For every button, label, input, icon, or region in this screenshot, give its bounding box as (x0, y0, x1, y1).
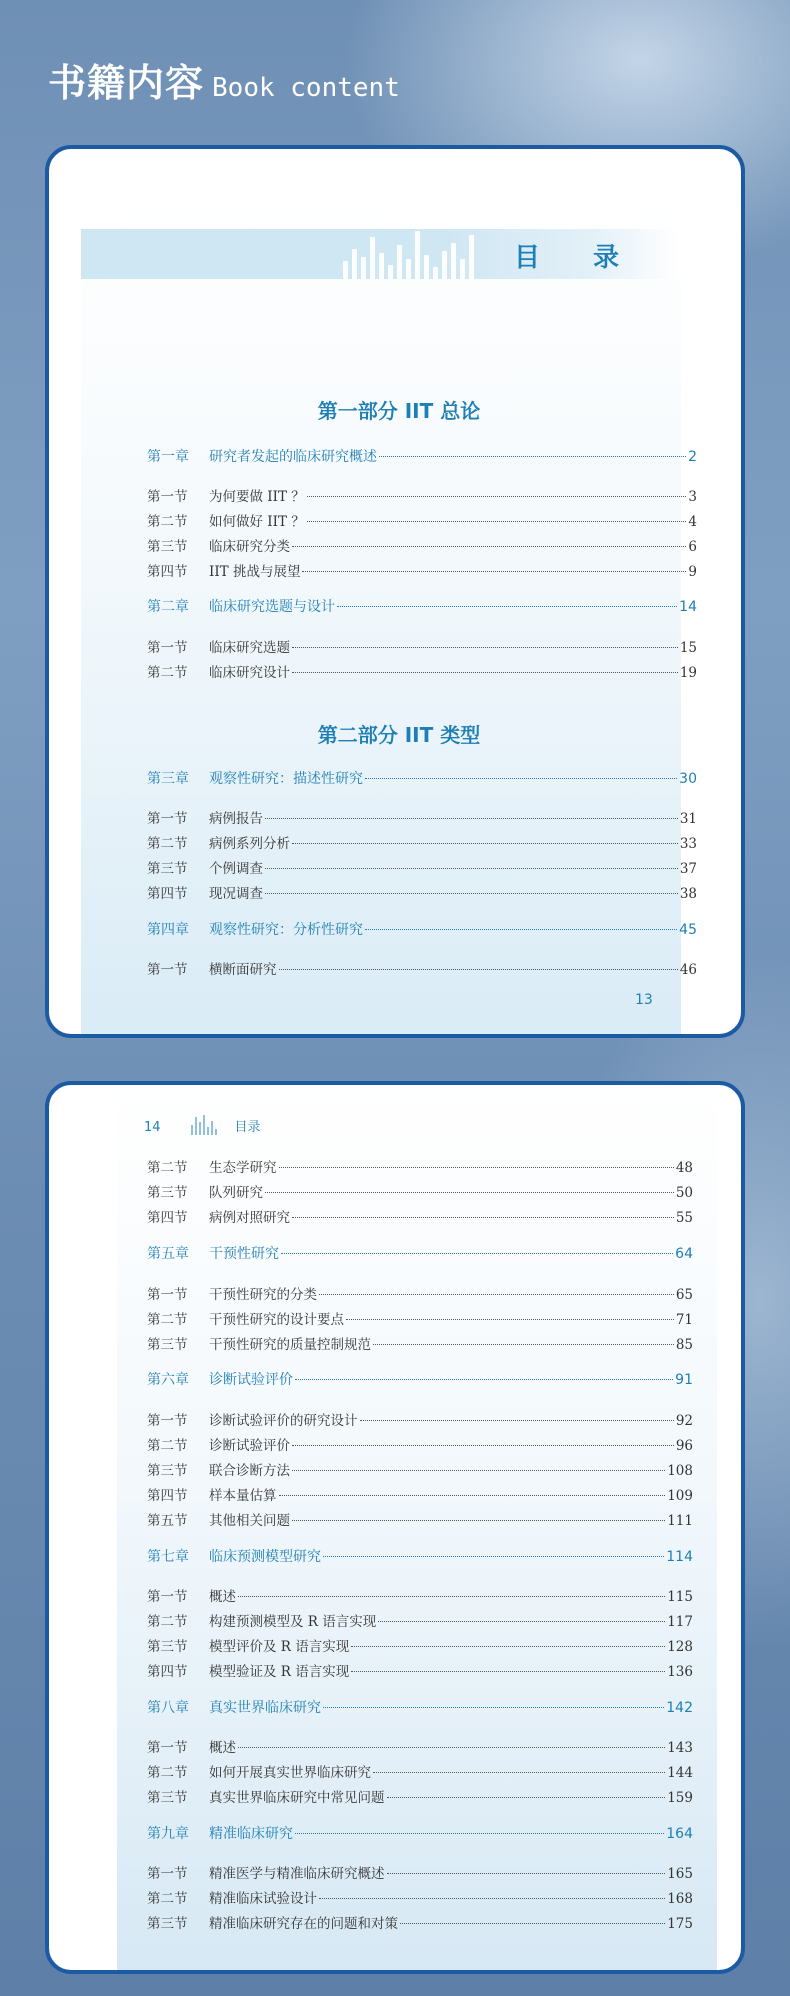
toc-chapter-row (147, 1546, 693, 1566)
toc-section-row (147, 535, 697, 555)
running-header (144, 1115, 261, 1135)
toc-section-row (147, 1156, 693, 1176)
toc-chapter-row (147, 596, 697, 616)
toc-section-row (147, 1206, 693, 1226)
toc-entry-title: 观察性研究：分析性研究 (209, 922, 363, 938)
toc-heading: 目 录 (513, 243, 641, 273)
toc-entry-page: 91 (675, 1372, 693, 1388)
leader-dots (238, 1747, 665, 1748)
toc-entry-title: 横断面研究 (209, 962, 277, 978)
bar-decoration-icon (191, 1115, 219, 1135)
leader-dots (365, 929, 677, 930)
leader-dots (292, 672, 678, 673)
leader-dots (365, 778, 677, 779)
toc-entry-title: IIT 挑战与展望 (209, 564, 301, 580)
page-header-title (48, 52, 400, 107)
toc-chapter-row (147, 919, 697, 939)
toc-entry-page: 38 (679, 886, 697, 902)
leader-dots (346, 1319, 674, 1320)
toc-entry-title: 概述 (209, 1589, 236, 1605)
leader-dots (265, 1192, 674, 1193)
toc-entry-page: 85 (675, 1337, 693, 1353)
toc-section-row (147, 882, 697, 902)
toc-entry-page: 4 (688, 514, 697, 530)
toc-section-row (147, 1660, 693, 1680)
toc-entry-number: 第二节 (147, 514, 188, 530)
toc-entry-title: 队列研究 (209, 1185, 263, 1201)
toc-entry-title: 精准临床试验设计 (209, 1891, 317, 1907)
toc-entry-page: 92 (675, 1413, 693, 1429)
toc-entry-page: 15 (679, 640, 697, 656)
toc-entry-number: 第三节 (147, 1639, 188, 1655)
header-title-zh: 书籍内容 (48, 60, 205, 105)
toc-entry-page: 19 (679, 665, 697, 681)
leader-dots (265, 893, 678, 894)
toc-entry-page: 6 (688, 539, 697, 555)
toc-entry-page: 143 (667, 1740, 693, 1756)
toc-entry-number: 第一节 (147, 1866, 188, 1882)
leader-dots (292, 647, 678, 648)
toc-entry-title: 如何开展真实世界临床研究 (209, 1765, 371, 1781)
toc-entry-page: 9 (688, 564, 697, 580)
leader-dots (279, 1495, 666, 1496)
toc-section-row (147, 636, 697, 656)
toc-entry-number: 第三节 (147, 1916, 188, 1932)
toc-section-row (147, 1912, 693, 1932)
toc-entry-number: 第二节 (147, 1891, 188, 1907)
toc-entry-title: 临床研究选题 (209, 640, 290, 656)
toc-entry-page: 109 (667, 1488, 693, 1504)
toc-entry-title: 精准医学与精准临床研究概述 (209, 1866, 385, 1882)
leader-dots (351, 1646, 665, 1647)
toc-section-row (147, 1610, 693, 1630)
leader-dots (373, 1772, 665, 1773)
toc-entry-title: 研究者发起的临床研究概述 (209, 449, 377, 465)
toc-entry-number: 第二章 (147, 599, 189, 615)
toc-entry-title: 病例报告 (209, 811, 263, 827)
toc-entry-number: 第四节 (147, 1664, 188, 1680)
toc-entry-number: 第二节 (147, 665, 188, 681)
toc-card-page-13 (45, 145, 745, 1038)
toc-entry-page: 31 (679, 811, 697, 827)
leader-dots (302, 571, 686, 572)
toc-entry-title: 观察性研究：描述性研究 (209, 771, 363, 787)
toc-card-page-14 (45, 1081, 745, 1974)
leader-dots (292, 1520, 665, 1521)
page-number: 13 (635, 992, 653, 1008)
toc-section-row (147, 510, 697, 530)
toc-entry-page: 65 (675, 1287, 693, 1303)
toc-entry-title: 个例调查 (209, 861, 263, 877)
toc-entry-number: 第四章 (147, 922, 189, 938)
toc-entry-title: 干预性研究的分类 (209, 1287, 317, 1303)
toc-entry-page: 136 (667, 1664, 693, 1680)
toc-entry-number: 第一节 (147, 489, 188, 505)
toc-section-row (147, 661, 697, 681)
bar-decoration-icon (343, 229, 493, 279)
leader-dots (378, 1621, 665, 1622)
toc-chapter-row (147, 1369, 693, 1389)
leader-dots (292, 546, 686, 547)
leader-dots (379, 456, 686, 457)
leader-dots (292, 843, 678, 844)
toc-section-row (147, 1409, 693, 1429)
toc-entry-number: 第二节 (147, 1765, 188, 1781)
leader-dots (279, 1167, 674, 1168)
toc-entry-title: 真实世界临床研究中常见问题 (209, 1790, 385, 1806)
toc-entry-page: 164 (666, 1826, 693, 1842)
toc-entry-title: 联合诊断方法 (209, 1463, 290, 1479)
toc-entry-page: 117 (667, 1614, 693, 1630)
part-heading: 第二部分 IIT 类型 (317, 723, 481, 747)
toc-entry-title: 临床研究设计 (209, 665, 290, 681)
toc-entry-title: 临床研究分类 (209, 539, 290, 555)
toc-entry-page: 114 (666, 1549, 693, 1565)
leader-dots (373, 1344, 674, 1345)
toc-entry-page: 48 (675, 1160, 693, 1176)
toc-entry-page: 111 (667, 1513, 693, 1529)
toc-entry-page: 14 (679, 599, 697, 615)
toc-entry-number: 第一节 (147, 640, 188, 656)
toc-entry-page: 55 (675, 1210, 693, 1226)
toc-entry-title: 如何做好 IIT ？ (209, 514, 305, 530)
toc-entry-page: 108 (667, 1463, 693, 1479)
toc-entry-title: 其他相关问题 (209, 1513, 290, 1529)
leader-dots (281, 1253, 673, 1254)
toc-entry-number: 第四节 (147, 564, 188, 580)
toc-entry-page: 159 (667, 1790, 693, 1806)
toc-entry-page: 46 (679, 962, 697, 978)
toc-entry-page: 50 (675, 1185, 693, 1201)
toc-section-row (147, 1509, 693, 1529)
toc-entry-number: 第三节 (147, 1337, 188, 1353)
toc-entry-title: 精准临床研究存在的问题和对策 (209, 1916, 398, 1932)
toc-entry-number: 第四节 (147, 1210, 188, 1226)
toc-entry-number: 第二节 (147, 1438, 188, 1454)
leader-dots (323, 1707, 664, 1708)
toc-entry-title: 生态学研究 (209, 1160, 277, 1176)
toc-entry-page: 144 (667, 1765, 693, 1781)
leader-dots (400, 1923, 665, 1924)
toc-section-row (147, 1736, 693, 1756)
toc-entry-page: 142 (666, 1700, 693, 1716)
toc-entry-title: 精准临床研究 (209, 1826, 293, 1842)
leader-dots (319, 1898, 665, 1899)
toc-entry-page: 3 (688, 489, 697, 505)
toc-entry-page: 64 (675, 1246, 693, 1262)
toc-entry-title: 真实世界临床研究 (209, 1700, 321, 1716)
toc-entry-title: 诊断试验评价 (209, 1372, 293, 1388)
toc-entry-number: 第四节 (147, 1488, 188, 1504)
toc-entry-page: 30 (679, 771, 697, 787)
toc-entry-title: 为何要做 IIT ？ (209, 489, 305, 505)
toc-section-row (147, 1585, 693, 1605)
toc-entry-number: 第一节 (147, 962, 188, 978)
toc-chapter-row (147, 768, 697, 788)
toc-entry-number: 第八章 (147, 1700, 189, 1716)
toc-entry-title: 干预性研究的设计要点 (209, 1312, 344, 1328)
toc-chapter-row (147, 1823, 693, 1843)
leader-dots (323, 1556, 664, 1557)
toc-entry-number: 第九章 (147, 1826, 189, 1842)
toc-entry-title: 病例系列分析 (209, 836, 290, 852)
leader-dots (319, 1294, 674, 1295)
toc-entry-page: 168 (667, 1891, 693, 1907)
leader-dots (337, 606, 677, 607)
toc-section-row (147, 807, 697, 827)
toc-section-row (147, 1308, 693, 1328)
toc-entry-number: 第三节 (147, 861, 188, 877)
toc-entry-number: 第七章 (147, 1549, 189, 1565)
toc-entry-number: 第一节 (147, 1589, 188, 1605)
header-title-en: Book content (212, 73, 400, 103)
toc-entry-number: 第三节 (147, 539, 188, 555)
toc-entry-page: 115 (667, 1589, 693, 1605)
toc-entry-number: 第一章 (147, 449, 189, 465)
toc-entry-number: 第一节 (147, 811, 188, 827)
toc-section-row (147, 1862, 693, 1882)
toc-entry-page: 45 (679, 922, 697, 938)
toc-section-row (147, 560, 697, 580)
toc-section-row (147, 1459, 693, 1479)
toc-section-row (147, 485, 697, 505)
toc-section-row (147, 1635, 693, 1655)
toc-section-row (147, 857, 697, 877)
toc-entry-title: 临床研究选题与设计 (209, 599, 335, 615)
toc-entry-title: 诊断试验评价的研究设计 (209, 1413, 358, 1429)
leader-dots (292, 1445, 674, 1446)
toc-entry-title: 临床预测模型研究 (209, 1549, 321, 1565)
toc-entry-number: 第六章 (147, 1372, 189, 1388)
toc-entry-title: 现况调查 (209, 886, 263, 902)
toc-entry-number: 第二节 (147, 1312, 188, 1328)
leader-dots (295, 1833, 664, 1834)
toc-entry-page: 33 (679, 836, 697, 852)
toc-chapter-row (147, 1697, 693, 1717)
toc-entry-number: 第二节 (147, 1614, 188, 1630)
toc-section-row (147, 1484, 693, 1504)
toc-entry-number: 第三节 (147, 1185, 188, 1201)
leader-dots (351, 1671, 665, 1672)
leader-dots (238, 1596, 665, 1597)
toc-entry-page: 37 (679, 861, 697, 877)
toc-entry-title: 构建预测模型及 R 语言实现 (209, 1614, 377, 1630)
toc-entry-title: 干预性研究 (209, 1246, 279, 1262)
toc-entry-number: 第一节 (147, 1740, 188, 1756)
toc-entry-number: 第二节 (147, 836, 188, 852)
toc-section-row (147, 1887, 693, 1907)
toc-section-row (147, 1434, 693, 1454)
toc-section-row (147, 832, 697, 852)
toc-section-row (147, 958, 697, 978)
leader-dots (307, 521, 687, 522)
toc-entry-page: 71 (675, 1312, 693, 1328)
toc-entry-title: 干预性研究的质量控制规范 (209, 1337, 371, 1353)
toc-entry-title: 模型评价及 R 语言实现 (209, 1639, 350, 1655)
page-number: 14 (144, 1120, 161, 1135)
toc-entry-title: 诊断试验评价 (209, 1438, 290, 1454)
toc-entry-page: 175 (667, 1916, 693, 1932)
leader-dots (387, 1797, 666, 1798)
leader-dots (292, 1470, 665, 1471)
toc-section-row (147, 1761, 693, 1781)
toc-entry-number: 第三章 (147, 771, 189, 787)
toc-entry-number: 第五章 (147, 1246, 189, 1262)
toc-entry-page: 96 (675, 1438, 693, 1454)
toc-entry-title: 病例对照研究 (209, 1210, 290, 1226)
toc-entry-title: 模型验证及 R 语言实现 (209, 1664, 350, 1680)
toc-entry-page: 128 (667, 1639, 693, 1655)
toc-chapter-row (147, 1243, 693, 1263)
toc-entry-number: 第三节 (147, 1790, 188, 1806)
toc-entry-number: 第二节 (147, 1160, 188, 1176)
running-header-label: 目录 (234, 1120, 261, 1135)
leader-dots (387, 1873, 666, 1874)
leader-dots (292, 1217, 674, 1218)
leader-dots (265, 818, 678, 819)
toc-entry-number: 第四节 (147, 886, 188, 902)
leader-dots (307, 496, 687, 497)
toc-section-row (147, 1283, 693, 1303)
leader-dots (295, 1379, 673, 1380)
part-heading: 第一部分 IIT 总论 (317, 399, 481, 423)
toc-entry-number: 第一节 (147, 1413, 188, 1429)
leader-dots (279, 969, 678, 970)
toc-entry-page: 165 (667, 1866, 693, 1882)
leader-dots (265, 868, 678, 869)
toc-entry-title: 样本量估算 (209, 1488, 277, 1504)
toc-section-row (147, 1786, 693, 1806)
toc-section-row (147, 1333, 693, 1353)
toc-entry-page: 2 (688, 449, 697, 465)
toc-banner (81, 229, 681, 279)
toc-entry-number: 第一节 (147, 1287, 188, 1303)
leader-dots (360, 1420, 674, 1421)
toc-entry-title: 概述 (209, 1740, 236, 1756)
toc-chapter-row (147, 446, 697, 466)
toc-section-row (147, 1181, 693, 1201)
toc-entry-number: 第三节 (147, 1463, 188, 1479)
toc-entry-number: 第五节 (147, 1513, 188, 1529)
